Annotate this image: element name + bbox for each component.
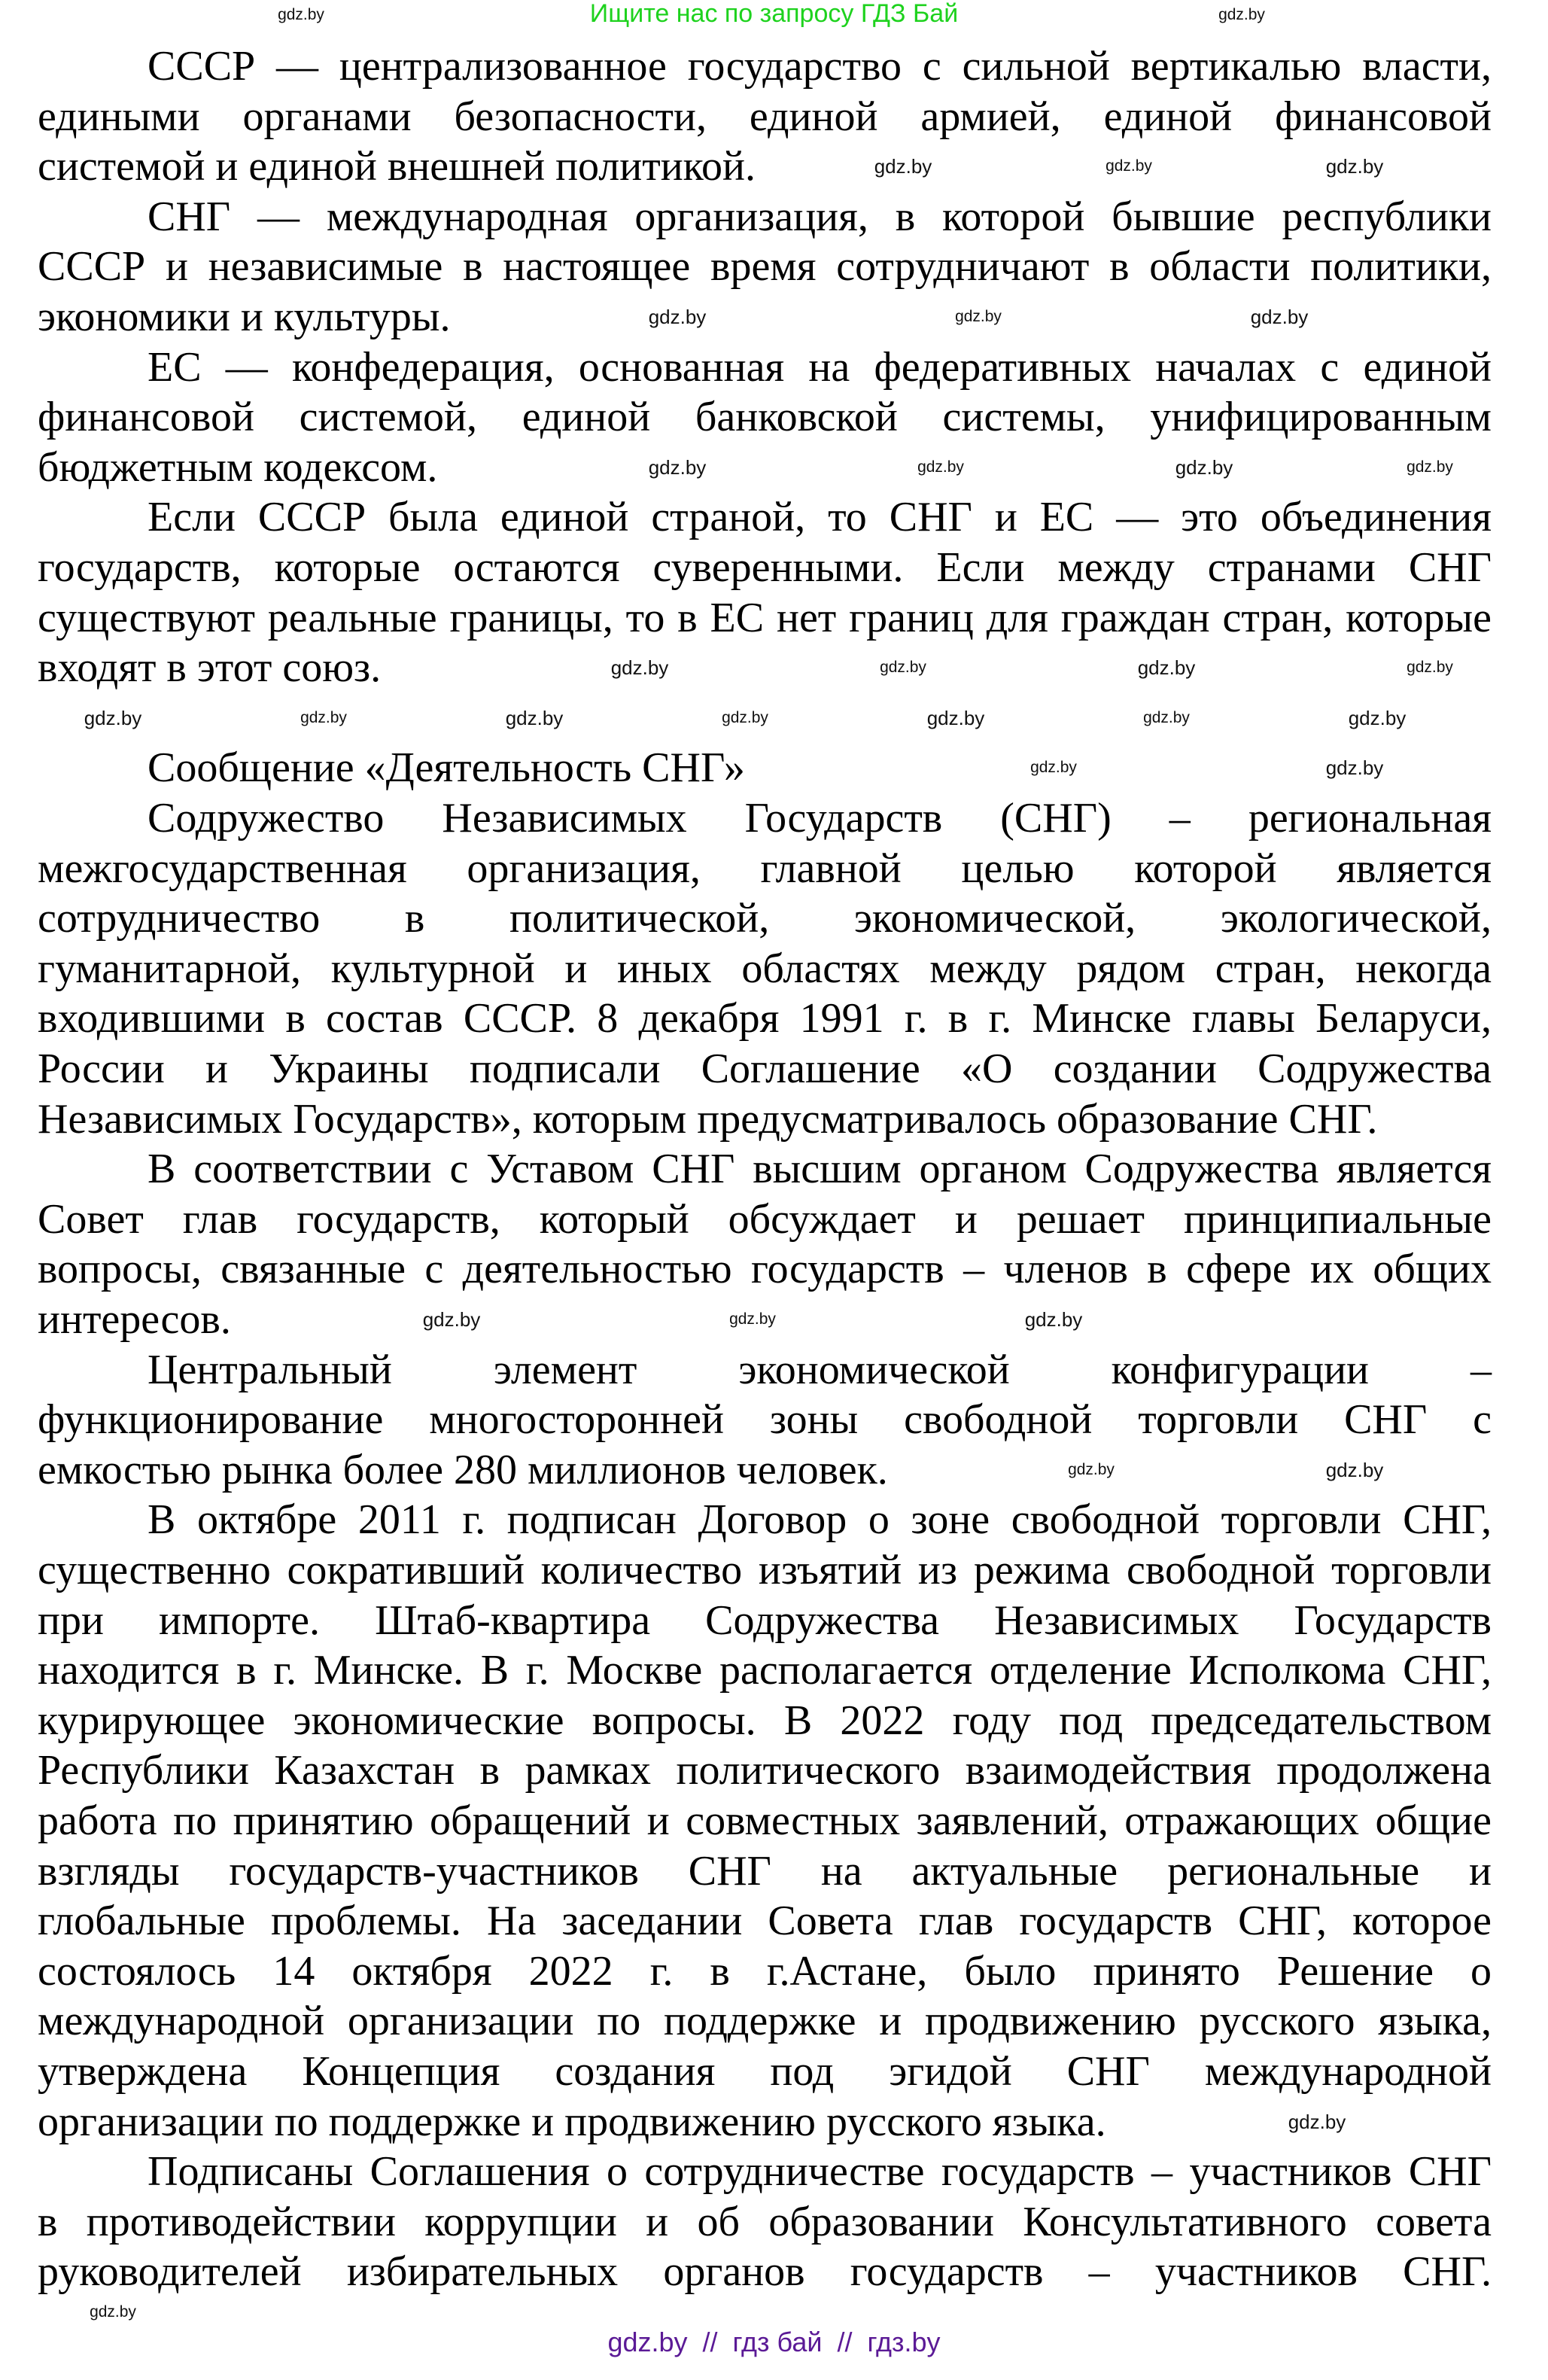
paragraph-line: существенно сокративший количество изъятий из режима свободной торговли xyxy=(38,1547,1492,1593)
paragraph-line: функционирование многосторонней зоны свободной торговли СНГ с xyxy=(38,1396,1492,1444)
watermark-text: gdz.by xyxy=(955,308,1002,325)
paragraph-first-line: СНГ — международная организация, в которой бывшие республики xyxy=(148,193,1492,240)
paragraph-line: гуманитарной, культурной и иных областях между рядом стран, некогда xyxy=(38,945,1492,992)
paragraph-line: глобальные проблемы. На заседании Совета глав государств СНГ, которое xyxy=(38,1898,1492,1945)
paragraph-line: входят в этот союз. xyxy=(38,644,382,692)
paragraph-line: взгляды государств-участников СНГ на актуальные региональные и xyxy=(38,1847,1492,1895)
watermark-text: gdz.by xyxy=(1325,1458,1384,1481)
paragraph-line: входившими в состав СССР. 8 декабря 1991 г. в г. Минске главы Беларуси, xyxy=(38,995,1492,1042)
watermark-text: gdz.by xyxy=(1030,759,1077,777)
paragraph-line: утверждена Концепция создания под эгидой СНГ международной xyxy=(38,2048,1492,2095)
watermark-text: gdz.by xyxy=(1143,708,1190,726)
paragraph-line: Республики Казахстан в рамках политического взаимодействия продолжена xyxy=(38,1747,1492,1794)
paragraph-line: сотрудничество в политической, экономической, экологической, xyxy=(38,895,1492,942)
watermark-text: gdz.by xyxy=(1325,155,1384,178)
header-banner: Ищите нас по запросу ГДЗ Бай xyxy=(589,0,959,28)
paragraph-line: находится в г. Минске. В г. Москве располагается отделение Исполкома СНГ, xyxy=(38,1647,1492,1694)
watermark-text: gdz.by xyxy=(874,155,932,178)
paragraph-first-line: Центральный элемент экономической конфигурации – xyxy=(148,1346,1492,1393)
watermark-text: gdz.by xyxy=(505,706,564,729)
watermark-text: gdz.by xyxy=(1250,306,1309,328)
paragraph-line: вопросы, связанные с деятельностью государств – членов в сфере их общих xyxy=(38,1246,1492,1293)
watermark-text: gdz.by xyxy=(648,306,707,328)
paragraph-line: при импорте. Штаб-квартира Содружества Независимых Государств xyxy=(38,1596,1492,1644)
watermark-text: gdz.by xyxy=(722,708,768,726)
paragraph-line: финансовой системой, единой банковской системы, унифицированным xyxy=(38,394,1492,441)
paragraph-first-line: В соответствии с Уставом СНГ высшим органом Содружества является xyxy=(148,1146,1492,1193)
watermark-text: gdz.by xyxy=(1137,656,1196,680)
paragraph-line: существуют реальные границы, то в ЕС нет границ для граждан стран, которые xyxy=(38,594,1492,641)
paragraph-first-line: В октябре 2011 г. подписан Договор о зоне свободной торговли СНГ, xyxy=(148,1496,1492,1544)
watermark-text: gdz.by xyxy=(610,656,669,680)
paragraph-line: Совет глав государств, который обсуждает и решает принципиальные xyxy=(38,1195,1492,1243)
watermark-text: gdz.by xyxy=(278,6,324,23)
paragraph-line: государств, которые остаются суверенными. Если между странами СНГ xyxy=(38,544,1492,591)
watermark-text: gdz.by xyxy=(917,458,964,476)
paragraph-line: состоялось 14 октября 2022 г. в г.Астане, было принято Решение о xyxy=(38,1947,1492,1995)
paragraph-line: работа по принятию обращений и совместных заявлений, отражающих общие xyxy=(38,1797,1492,1844)
paragraph-line: руководителей избирательных органов государств – участников СНГ. xyxy=(38,2248,1492,2296)
paragraph-line: интересов. xyxy=(38,1296,231,1343)
watermark-text: gdz.by xyxy=(648,455,707,479)
paragraph-first-line: Содружество Независимых Государств (СНГ) – региональная xyxy=(148,795,1492,842)
watermark-text: gdz.by xyxy=(880,659,926,677)
watermark-text: gdz.by xyxy=(1348,706,1407,729)
watermark-text: gdz.by xyxy=(926,706,985,729)
paragraph-line: СССР и независимые в настоящее время сотрудничают в области политики, xyxy=(38,243,1492,291)
paragraph-line: в противодействии коррупции и об образовании Консультативного совета xyxy=(38,2198,1492,2245)
paragraph-line: России и Украины подписали Соглашение «О создании Содружества xyxy=(38,1045,1492,1092)
watermark-text: gdz.by xyxy=(1024,1308,1083,1331)
paragraph-line: международной организации по поддержке и продвижению русского языка, xyxy=(38,1998,1492,2045)
paragraph-line: бюджетным кодексом. xyxy=(38,443,438,491)
watermark-text: gdz.by xyxy=(84,706,142,729)
watermark-text: gdz.by xyxy=(1407,659,1453,677)
paragraph-line: межгосударственная организация, главной целью которой является xyxy=(38,845,1492,892)
watermark-text: gdz.by xyxy=(1175,455,1233,479)
paragraph-line: экономики и культуры. xyxy=(38,294,451,340)
watermark-text: gdz.by xyxy=(1407,458,1453,476)
paragraph-line: едиными органами безопасности, единой армией, единой финансовой xyxy=(38,93,1492,140)
paragraph-first-line: ЕС — конфедерация, основанная на федеративных началах с единой xyxy=(148,343,1492,391)
watermark-text: gdz.by xyxy=(90,2303,136,2321)
watermark-text: gdz.by xyxy=(729,1310,776,1328)
paragraph-first-line: СССР — централизованное государство с сильной вертикалью власти, xyxy=(148,43,1492,90)
paragraph-first-line: Если СССР была единой страной, то СНГ и ЕС — это объединения xyxy=(148,494,1492,541)
watermark-text: gdz.by xyxy=(300,708,347,726)
watermark-text: gdz.by xyxy=(1288,2110,1346,2133)
paragraph-line: Независимых Государств», которым предусматривалось образование СНГ. xyxy=(38,1095,1378,1143)
paragraph-line: емкостью рынка более 280 миллионов человек. xyxy=(38,1446,888,1493)
watermark-text: gdz.by xyxy=(1068,1460,1115,1478)
watermark-text: gdz.by xyxy=(1218,6,1265,23)
paragraph-line: курирующее экономические вопросы. В 2022 году под председательством xyxy=(38,1697,1492,1744)
paragraph-line: организации по поддержке и продвижению русского языка. xyxy=(38,2098,1106,2145)
paragraph-line: системой и единой внешней политикой. xyxy=(38,143,756,190)
footer-links[interactable]: gdz.by // гдз бай // гдз.by xyxy=(607,2327,941,2357)
watermark-text: gdz.by xyxy=(1105,157,1152,175)
watermark-text: gdz.by xyxy=(422,1308,481,1331)
paragraph-first-line: Подписаны Соглашения о сотрудничестве государств – участников СНГ xyxy=(148,2148,1492,2196)
watermark-text: gdz.by xyxy=(1325,756,1384,780)
paragraph-first-line: Сообщение «Деятельность СНГ» xyxy=(148,744,745,792)
